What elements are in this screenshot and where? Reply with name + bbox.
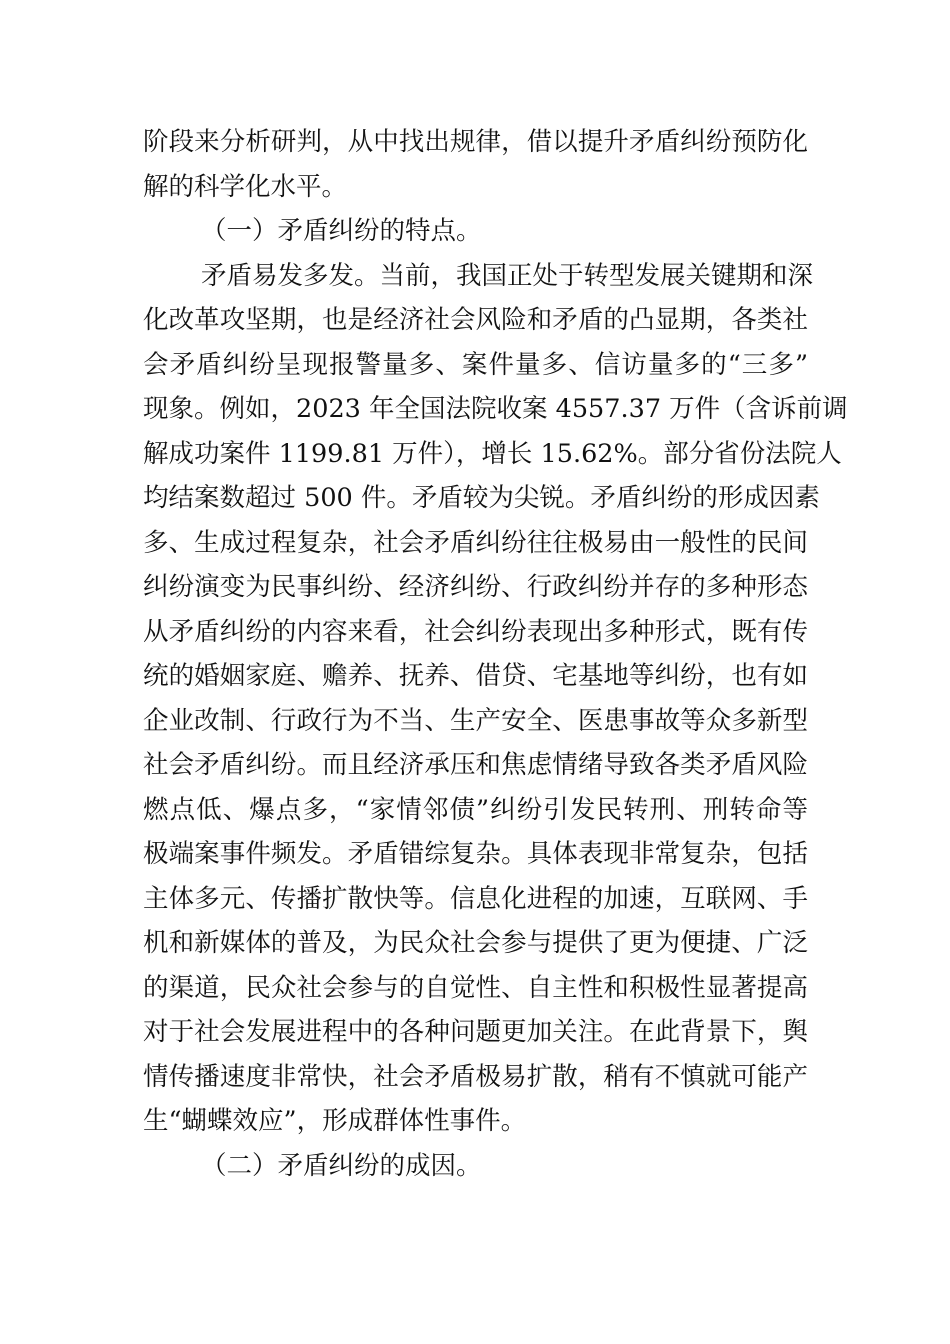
text-line: 会矛盾纠纷呈现报警量多、案件量多、信访量多的“三多” — [143, 349, 808, 380]
text-line: 阶段来分析研判，从中找出规律，借以提升矛盾纠纷预防化 — [143, 127, 808, 157]
text-line: 统的婚姻家庭、赡养、抚养、借贷、宅基地等纠纷，也有如 — [143, 661, 808, 691]
text-line: 现象。例如，2023 年全国法院收案 4557.37 万件（含诉前调 — [143, 394, 848, 424]
text-line: 极端案事件频发。矛盾错综复杂。具体表现非常复杂，包括 — [143, 839, 808, 869]
text-line: 主体多元、传播扩散快等。信息化进程的加速，互联网、手 — [143, 883, 808, 914]
section-heading: （一）矛盾纠纷的特点。 — [201, 216, 482, 246]
text-line: 纠纷演变为民事纠纷、经济纠纷、行政纠纷并存的多种形态 — [143, 572, 808, 602]
text-line: 多、生成过程复杂，社会矛盾纠纷往往极易由一般性的民间 — [143, 527, 808, 558]
text-line: 情传播速度非常快，社会矛盾极易扩散，稍有不慎就可能产 — [143, 1061, 808, 1092]
text-line: 从矛盾纠纷的内容来看，社会纠纷表现出多种形式，既有传 — [143, 616, 808, 647]
text-line: 燃点低、爆点多，“家情邻债”纠纷引发民转刑、刑转命等 — [143, 794, 808, 825]
text-line: 企业改制、行政行为不当、生产安全、医患事故等众多新型 — [143, 705, 808, 736]
text-line: 解的科学化水平。 — [143, 171, 348, 202]
text-line: 对于社会发展进程中的各种问题更加关注。在此背景下，舆 — [143, 1017, 808, 1047]
text-line: 生“蝴蝶效应”，形成群体性事件。 — [143, 1106, 527, 1136]
text-line: 的渠道，民众社会参与的自觉性、自主性和积极性显著提高 — [143, 972, 808, 1003]
section-heading: （二）矛盾纠纷的成因。 — [201, 1150, 482, 1181]
text-line: 机和新媒体的普及，为民众社会参与提供了更为便捷、广泛 — [143, 928, 808, 958]
paragraph-first-line: 矛盾易发多发。当前，我国正处于转型发展关键期和深 — [201, 260, 814, 291]
text-line: 解成功案件 1199.81 万件），增长 15.62%。部分省份法院人 — [143, 438, 842, 469]
text-line: 社会矛盾纠纷。而且经济承压和焦虑情绪导致各类矛盾风险 — [143, 750, 808, 780]
text-line: 均结案数超过 500 件。矛盾较为尖锐。矛盾纠纷的形成因素 — [143, 483, 820, 513]
text-line: 化改革攻坚期，也是经济社会风险和矛盾的凸显期，各类社 — [143, 305, 808, 335]
document-body — [143, 120, 848, 1188]
